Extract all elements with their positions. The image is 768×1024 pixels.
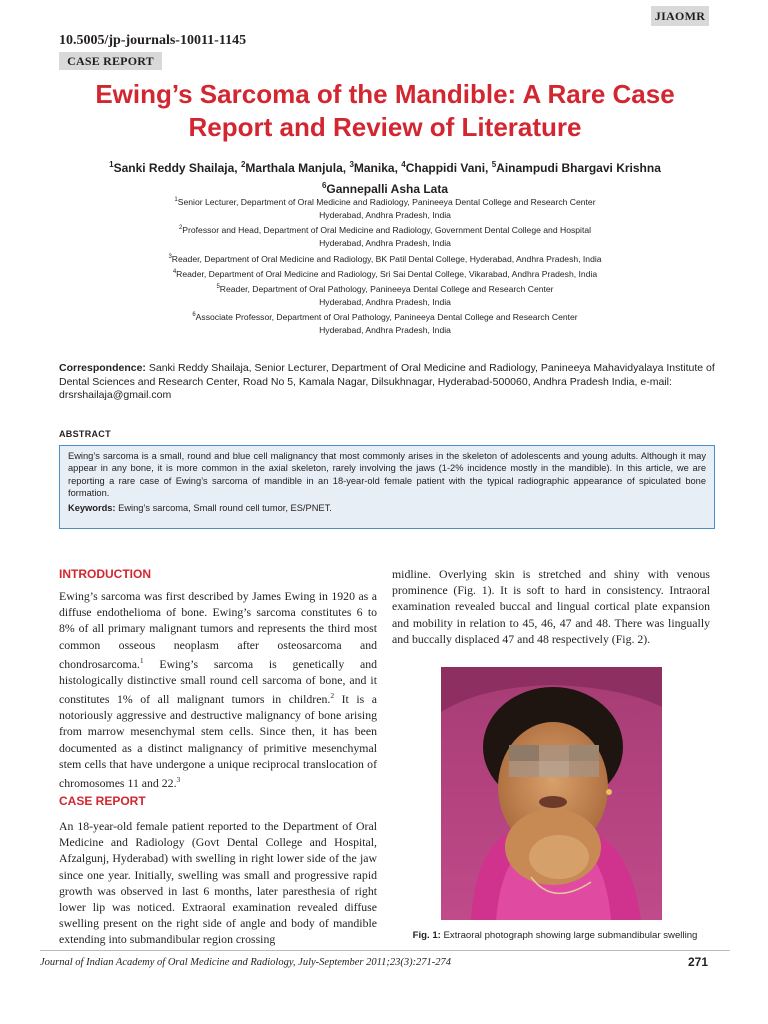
affiliation-4 — [40, 266, 730, 281]
author-name: Manika, — [353, 161, 402, 175]
doi[interactable]: 10.5005/jp-journals-10011-1145 — [59, 33, 247, 48]
figure-1-photo — [441, 667, 662, 920]
footer-divider — [40, 950, 730, 951]
article-title — [40, 78, 730, 144]
affiliation-line: Reader, Department of Oral Medicine and Radiology, BK Patil Dental College, Hyderabad, Andhra Pradesh, India — [171, 253, 602, 264]
affiliation-line: Associate Professor, Department of Oral Pathology, Panineeya Dental College and Research Center — [195, 311, 578, 322]
citation-ref[interactable]: 2 — [330, 691, 335, 701]
correspondence — [59, 362, 715, 403]
author-name: Ainampudi Bhargavi Krishna — [496, 161, 661, 175]
affiliation-3 — [40, 251, 730, 266]
affiliation-line: Reader, Department of Oral Medicine and Radiology, Sri Sai Dental College, Vikarabad, Andhra Pradesh, India — [176, 268, 598, 279]
patient-photo-illustration — [441, 667, 662, 920]
correspondence-label: Correspondence: — [59, 362, 146, 374]
affiliation-number: 6 — [192, 311, 196, 318]
author-number: 5 — [491, 160, 497, 169]
figure-caption-text: Extraoral photograph showing large submandibular swelling — [440, 930, 698, 941]
affiliation-2 — [40, 222, 730, 250]
author-name: Marthala Manjula, — [245, 161, 350, 175]
affiliation-line: Hyderabad, Andhra Pradesh, India — [319, 238, 451, 249]
author-number: 4 — [401, 160, 406, 169]
author-number: 3 — [349, 160, 354, 169]
affiliation-number: 4 — [172, 268, 177, 275]
affiliation-line: Professor and Head, Department of Oral Medicine and Radiology, Government Dental College and Hospital — [182, 225, 592, 236]
introduction-heading: INTRODUCTION — [59, 567, 151, 581]
affiliation-number: 3 — [168, 253, 172, 260]
figure-1-caption — [395, 930, 715, 941]
intro-text: It is a notoriously aggressive and destructive malignancy of bone arising from marrow mesenchymal stem cells. Since then, it has been documented as a distinct malignancy of primitive mesenchymal stem cells that have undergone a unique reciprocal translocation of chromosomes 11 and 22. — [59, 692, 377, 790]
affiliation-number: 5 — [216, 283, 220, 290]
citation-ref[interactable]: 1 — [139, 655, 144, 665]
affiliation-number: 2 — [178, 225, 183, 232]
author-number: 1 — [109, 160, 114, 169]
affiliation-1 — [40, 194, 730, 222]
abstract-label: ABSTRACT — [59, 429, 111, 439]
abstract-text: Ewing’s sarcoma is a small, round and blue cell malignancy that most commonly arises in the skeleton of adolescents and young adults. Although it may appear in any bone, it is more common in the axial skeleton, rarely involving the jaws (1-2% incidence mostly in the mandible). In this article, we are reporting a rare case of Ewing’s sarcoma of mandible in an 18-year-old female patient with the typical radiographic appearance of spiculated bone formation. — [68, 451, 706, 498]
journal-tag: JIAOMR — [651, 6, 709, 26]
affiliation-line: Senior Lecturer, Department of Oral Medicine and Radiology, Panineeya Dental College and Research Center — [177, 196, 596, 207]
keywords-label: Keywords: — [68, 503, 116, 514]
figure-label: Fig. 1: — [412, 930, 441, 941]
affiliation-6 — [40, 309, 730, 337]
author-name: Chappidi Vani, — [405, 161, 492, 175]
author-list — [40, 156, 730, 198]
affiliation-line: Hyderabad, Andhra Pradesh, India — [319, 210, 451, 221]
page-number: 271 — [687, 955, 708, 969]
author-number: 6 — [321, 181, 327, 190]
case-report-paragraph: An 18-year-old female patient reported to the Department of Oral Medicine and Radiology (Govt Dental College and Hospital, Afzalgunj, Hyderabad) with swelling in right lower side of the jaw since one year. Initially, swelling was small and progressive rapid growth was observed in last 6 months, later paresthesia of right lower lip was noticed. Extraoral examination revealed diffuse swelling present on the right side of angle and body of mandible extending into submandibular region crossing — [59, 819, 377, 947]
citation-ref[interactable]: 3 — [176, 775, 181, 785]
keywords — [68, 502, 706, 514]
affiliation-line: Reader, Department of Oral Pathology, Panineeya Dental College and Research Center — [219, 283, 554, 294]
intro-text: Ewing’s sarcoma is genetically and histologically distinctive small round cell sarcoma of bone, and it constitutes 1% of all malignant tumors in children. — [59, 656, 377, 707]
article-type-badge: CASE REPORT — [59, 52, 162, 70]
affiliation-number: 1 — [174, 197, 178, 203]
case-report-continued: midline. Overlying skin is stretched and shiny with venous prominence (Fig. 1). It is soft to hard in consistency. Intraoral examination revealed buccal and lingual cortical plate expansion and mobility in relation to 45, 46, 47 and 48. There was lingually and buccally displaced 47 and 48 respectively (Fig. 2). — [392, 567, 710, 646]
author-name: Sanki Reddy Shailaja, — [113, 161, 241, 175]
affiliations — [40, 194, 730, 337]
introduction-paragraph — [59, 588, 377, 791]
affiliation-5 — [40, 281, 730, 309]
author-line-1 — [40, 156, 730, 177]
title-line-2: Report and Review of Literature — [188, 112, 582, 142]
intro-text: Ewing’s sarcoma was first described by James Ewing in 1920 as a diffuse endothelioma of bone. Ewing’s sarcoma constitutes 6 to 8% of all primary malignant tumors and represents the third most common osseous neoplasm after osteosarcoma and chondrosarcoma. — [59, 589, 377, 671]
correspondence-text: Sanki Reddy Shailaja, Senior Lecturer, Department of Oral Medicine and Radiology, Panineeya Mahavidyalaya Institute of Dental Sciences and Research Center, Road No 5, Kamala Nagar, Dilsukhnagar, Hyderabad-500060, Andhra Pradesh India, e-mail: drsrshailaja@gmail.com — [59, 362, 715, 401]
abstract-box — [59, 445, 715, 529]
case-report-heading: CASE REPORT — [59, 794, 146, 808]
affiliation-line: Hyderabad, Andhra Pradesh, India — [319, 324, 451, 335]
affiliation-line: Hyderabad, Andhra Pradesh, India — [319, 296, 451, 307]
author-name: Gannepalli Asha Lata — [326, 182, 449, 196]
title-line-1: Ewing’s Sarcoma of the Mandible: A Rare Case — [95, 79, 675, 109]
keywords-text: Ewing’s sarcoma, Small round cell tumor, ES/PNET. — [115, 503, 332, 514]
footer-journal: Journal of Indian Academy of Oral Medicine and Radiology, July-September 2011;23(3):271-274 — [40, 957, 452, 968]
author-number: 2 — [240, 160, 246, 169]
